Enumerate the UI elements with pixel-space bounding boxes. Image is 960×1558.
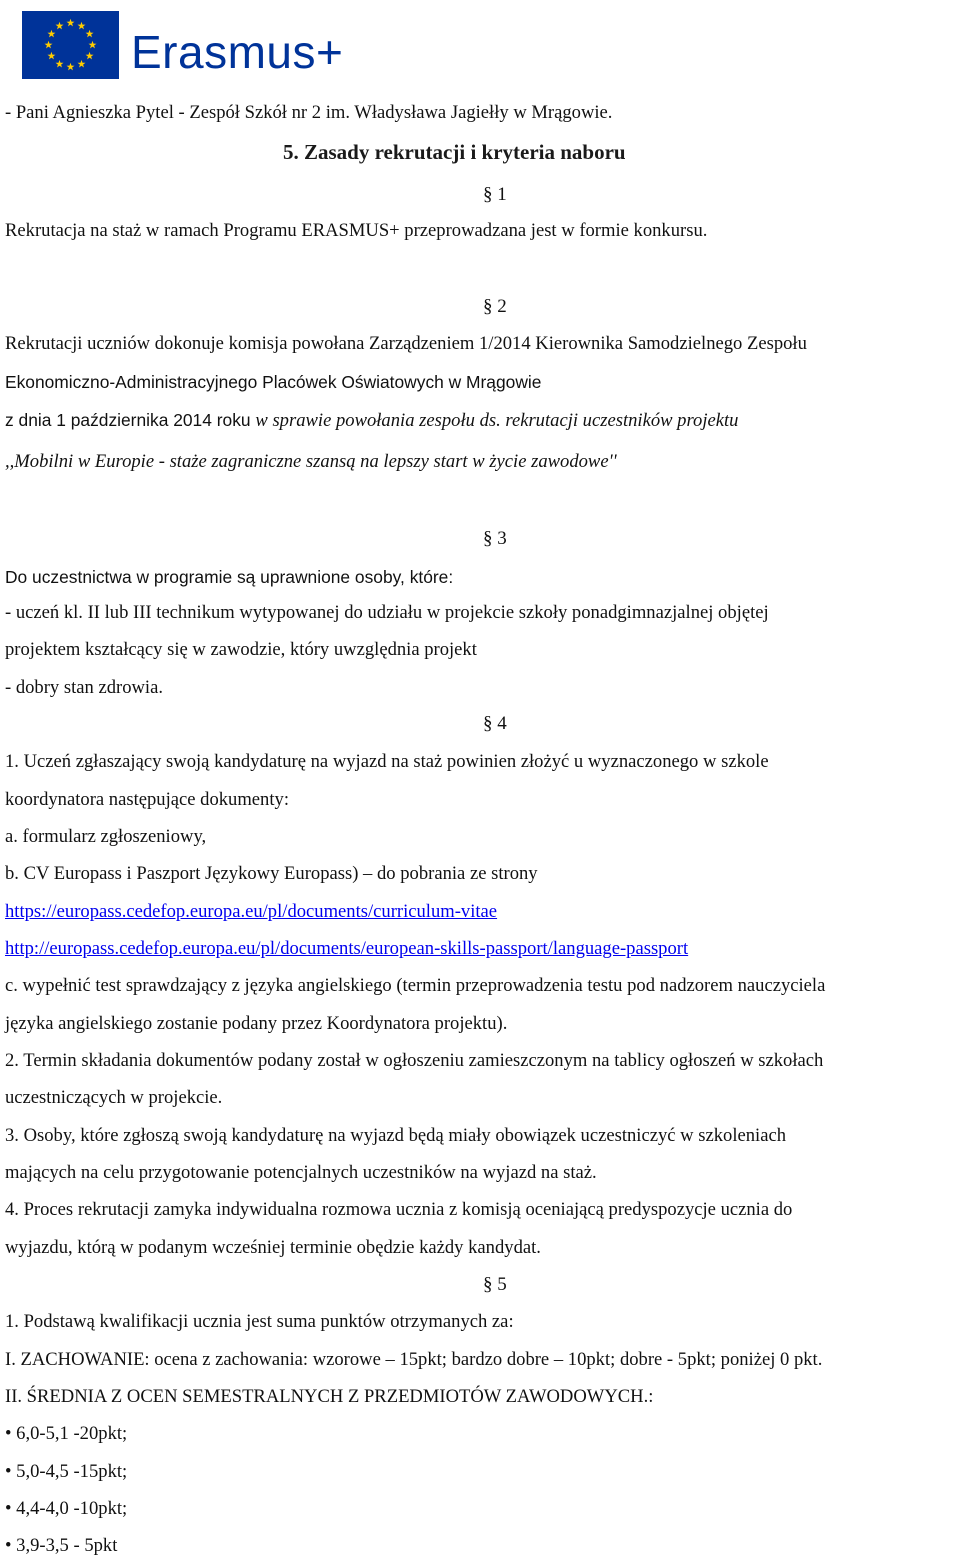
star-icon	[56, 22, 64, 30]
list-item: • 4,4-4,0 -10pkt;	[5, 1498, 128, 1519]
text-line: - dobry stan zdrowia.	[5, 677, 164, 698]
text-line: - Pani Agnieszka Pytel - Zespół Szkół nr 2 im. Władysława Jagiełły w Mrągowie.	[5, 102, 613, 123]
star-icon	[45, 41, 53, 49]
section-heading: 5. Zasady rekrutacji i kryteria naboru	[283, 140, 626, 164]
eu-flag-icon	[22, 11, 119, 79]
list-item: • 6,0-5,1 -20pkt;	[5, 1423, 128, 1444]
text-line: projektem kształcący się w zawodzie, który uwzględnia projekt	[5, 639, 477, 660]
paragraph-mark: § 4	[483, 713, 507, 734]
text-line: 3. Osoby, które zgłoszą swoją kandydaturę na wyjazd będą miały obowiązek uczestniczyć w szkoleniach	[5, 1125, 787, 1146]
paragraph-mark: § 2	[483, 296, 507, 317]
paragraph-mark: § 3	[483, 528, 507, 549]
star-icon	[89, 41, 97, 49]
text-line: 1. Uczeń zgłaszający swoją kandydaturę na wyjazd na staż powinien złożyć u wyznaczonego w szkole	[5, 751, 769, 772]
text-line: a. formularz zgłoszeniowy,	[5, 826, 207, 847]
paragraph-mark: § 5	[483, 1274, 507, 1295]
text-line: koordynatora następujące dokumenty:	[5, 789, 289, 810]
list-item: • 5,0-4,5 -15pkt;	[5, 1461, 128, 1482]
star-icon	[47, 30, 55, 38]
text-line: Rekrutacja na staż w ramach Programu ERASMUS+ przeprowadzana jest w formie konkursu.	[5, 220, 708, 241]
star-icon	[78, 60, 86, 68]
star-icon	[47, 52, 55, 60]
star-icon	[78, 22, 86, 30]
text-line	[5, 409, 738, 432]
logo-text: Erasmus+	[131, 26, 344, 78]
text-line: uczestniczących w projekcie.	[5, 1087, 223, 1108]
text-line: wyjazdu, którą w podanym wcześniej terminie obędzie każdy kandydat.	[5, 1237, 541, 1258]
text-line: mających na celu przygotowanie potencjalnych uczestników na wyjazd na staż.	[5, 1162, 597, 1183]
erasmus-logo	[22, 8, 343, 82]
text-line: - uczeń kl. II lub III technikum wytypowanej do udziału w projekcie szkoły ponadgimnazjalnej objętej	[5, 602, 769, 623]
star-icon	[86, 52, 94, 60]
paragraph-mark: § 1	[483, 184, 507, 205]
text-line: 2. Termin składania dokumentów podany został w ogłoszeniu zamieszczonym na tablicy ogłoszeń w szkołach	[5, 1050, 824, 1071]
project-title: ,,Mobilni w Europie - staże zagraniczne szansą na lepszy start w życie zawodowe''	[5, 451, 617, 472]
text-line: 1. Podstawą kwalifikacji ucznia jest suma punktów otrzymanych za:	[5, 1311, 514, 1332]
text-line: II. ŚREDNIA Z OCEN SEMESTRALNYCH Z PRZEDMIOTÓW ZAWODOWYCH.:	[5, 1386, 654, 1407]
text-line: języka angielskiego zostanie podany przez Koordynatora projektu).	[5, 1013, 508, 1034]
text-span: z dnia 1 października 2014 roku	[5, 410, 256, 430]
text-line: Do uczestnictwa w programie są uprawnione osoby, które:	[5, 567, 454, 587]
star-icon	[67, 63, 75, 71]
language-passport-link[interactable]: http://europass.cedefop.europa.eu/pl/documents/european-skills-passport/language-passport	[5, 938, 689, 959]
text-line: b. CV Europass i Paszport Językowy Europass) – do pobrania ze strony	[5, 863, 538, 884]
star-icon	[67, 19, 75, 27]
cv-link[interactable]: https://europass.cedefop.europa.eu/pl/documents/curriculum-vitae	[5, 901, 498, 922]
list-item: • 3,9-3,5 - 5pkt	[5, 1535, 118, 1556]
star-icon	[56, 60, 64, 68]
text-span-italic: w sprawie powołania zespołu ds. rekrutacji uczestników projektu	[255, 410, 739, 431]
text-line: I. ZACHOWANIE: ocena z zachowania: wzorowe – 15pkt; bardzo dobre – 10pkt; dobre - 5pkt; poniżej 0 pkt.	[5, 1349, 823, 1370]
text-line: 4. Proces rekrutacji zamyka indywidualna rozmowa ucznia z komisją oceniającą predyspozycje ucznia do	[5, 1199, 793, 1220]
star-icon	[86, 30, 94, 38]
text-line: c. wypełnić test sprawdzający z języka angielskiego (termin przeprowadzenia testu pod nadzorem nauczyciela	[5, 975, 826, 996]
text-line: Ekonomiczno-Administracyjnego Placówek Oświatowych w Mrągowie	[5, 372, 542, 392]
text-line: Rekrutacji uczniów dokonuje komisja powołana Zarządzeniem 1/2014 Kierownika Samodzielnego Zespołu	[5, 333, 807, 354]
